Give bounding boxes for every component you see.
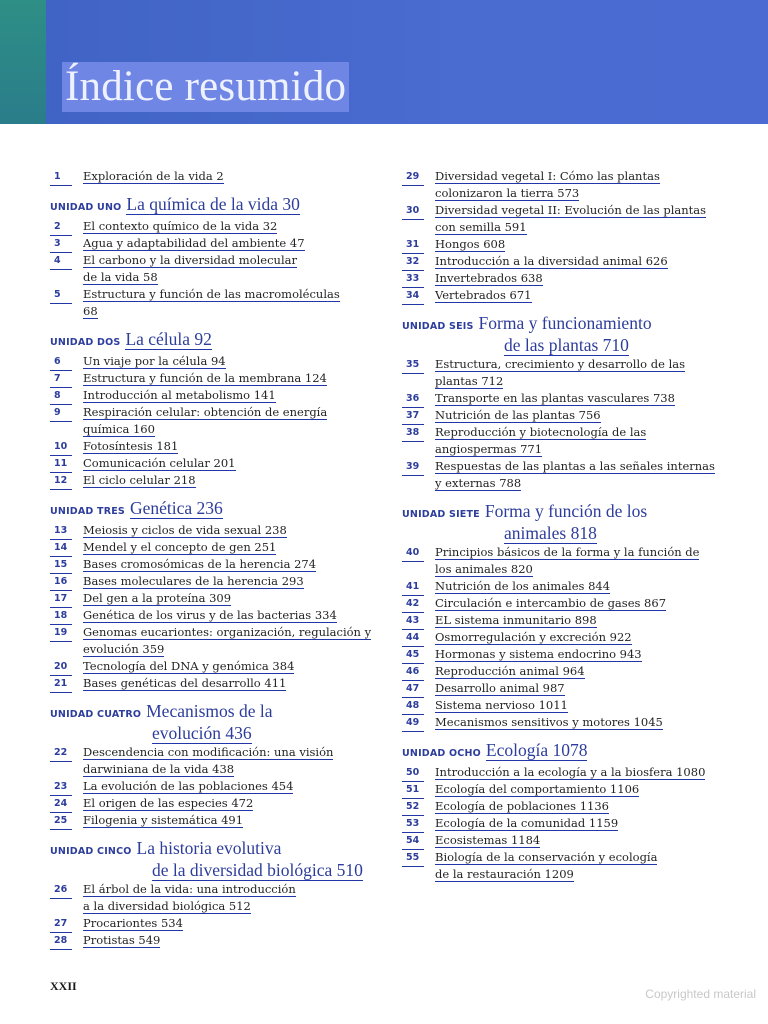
chapter-title[interactable]: Hormonas y sistema endocrino 943 <box>435 647 642 661</box>
chapter-title[interactable]: Bases moleculares de la herencia 293 <box>83 574 304 588</box>
chapter-title-continued[interactable]: los animales 820 <box>435 562 533 576</box>
unit-title[interactable]: La célula 92 <box>125 329 212 349</box>
chapter-title[interactable]: Bases cromosómicas de la herencia 274 <box>83 557 317 571</box>
chapter-number: 19 <box>50 624 72 642</box>
chapter-title[interactable]: Descendencia con modificación: una visión <box>83 745 334 759</box>
chapter-number: 37 <box>402 407 424 425</box>
chapter-title[interactable]: Bases genéticas del desarrollo 411 <box>83 676 287 690</box>
chapter-number: 41 <box>402 578 424 596</box>
unit-title-continued[interactable]: de la diversidad biológica 510 <box>152 860 363 880</box>
chapter-number: 44 <box>402 629 424 647</box>
chapter-title[interactable]: Ecología de poblaciones 1136 <box>435 799 609 813</box>
chapter-title[interactable]: Estructura y función de la membrana 124 <box>83 371 327 385</box>
chapter-title[interactable]: Vertebrados 671 <box>435 288 532 302</box>
toc-entry[interactable] <box>402 236 732 253</box>
toc-entry[interactable] <box>402 629 732 646</box>
chapter-title[interactable]: Biología de la conservación y ecología <box>435 850 658 864</box>
toc-entry[interactable] <box>402 663 732 680</box>
chapter-title[interactable]: Comunicación celular 201 <box>83 456 236 470</box>
unit-label: UNIDAD CUATRO <box>50 709 142 720</box>
unit-label: UNIDAD SIETE <box>402 509 480 520</box>
chapter-number: 40 <box>402 544 424 562</box>
chapter-number: 18 <box>50 607 72 625</box>
unit-heading <box>50 499 380 521</box>
chapter-title[interactable]: Genética de los virus y de las bacterias 334 <box>83 608 337 622</box>
chapter-number: 39 <box>402 458 424 476</box>
toc-entry[interactable] <box>402 356 732 390</box>
unit-label: UNIDAD DOS <box>50 337 121 348</box>
chapter-title[interactable]: Procariontes 534 <box>83 916 183 930</box>
toc-entry[interactable] <box>402 646 732 663</box>
toc-entry[interactable] <box>50 252 380 286</box>
chapter-number: 50 <box>402 764 424 782</box>
chapter-title[interactable]: Ecología del comportamiento 1106 <box>435 782 640 796</box>
chapter-title[interactable]: Principios básicos de la forma y la función de <box>435 545 700 559</box>
toc-entry[interactable] <box>50 235 380 252</box>
chapter-title[interactable]: Fotosíntesis 181 <box>83 439 179 453</box>
chapter-number: 11 <box>50 455 72 473</box>
chapter-title[interactable]: Osmorregulación y excreción 922 <box>435 630 632 644</box>
chapter-title[interactable]: Reproducción animal 964 <box>435 664 585 678</box>
toc-entry[interactable] <box>50 438 380 455</box>
chapter-title[interactable]: Nutrición de los animales 844 <box>435 579 611 593</box>
toc-entry[interactable] <box>402 407 732 424</box>
toc-entry[interactable] <box>50 915 380 932</box>
unit-label: UNIDAD TRES <box>50 506 125 517</box>
chapter-number: 26 <box>50 881 72 899</box>
toc-entry[interactable] <box>402 798 732 815</box>
chapter-title[interactable]: Meiosis y ciclos de vida sexual 238 <box>83 523 287 537</box>
chapter-number: 31 <box>402 236 424 254</box>
chapter-title[interactable]: Diversidad vegetal I: Cómo las plantas <box>435 169 660 183</box>
toc-entry[interactable] <box>50 539 380 556</box>
chapter-title[interactable]: Protistas 549 <box>83 933 161 947</box>
chapter-title-continued[interactable]: 68 <box>83 304 98 318</box>
chapter-title-continued[interactable]: darwiniana de la vida 438 <box>83 762 235 776</box>
chapter-number: 2 <box>50 218 72 236</box>
chapter-title-continued[interactable]: a la diversidad biológica 512 <box>83 899 251 913</box>
chapter-title-continued[interactable]: angiospermas 771 <box>435 442 543 456</box>
chapter-number: 49 <box>402 714 424 732</box>
chapter-number: 23 <box>50 778 72 796</box>
copyright-notice: Copyrighted material <box>645 987 756 1001</box>
unit-label: UNIDAD UNO <box>50 202 122 213</box>
chapter-number: 47 <box>402 680 424 698</box>
chapter-number: 22 <box>50 744 72 762</box>
chapter-title[interactable]: Reproducción y biotecnología de las <box>435 425 647 439</box>
toc-entry[interactable] <box>402 390 732 407</box>
toc-entry[interactable] <box>50 168 380 185</box>
toc-entry[interactable] <box>402 202 732 236</box>
chapter-title[interactable]: Invertebrados 638 <box>435 271 543 285</box>
chapter-number: 3 <box>50 235 72 253</box>
chapter-title[interactable]: Desarrollo animal 987 <box>435 681 565 695</box>
chapter-number: 13 <box>50 522 72 540</box>
chapter-title[interactable]: Tecnología del DNA y genómica 384 <box>83 659 295 673</box>
toc-entry[interactable] <box>50 556 380 573</box>
chapter-number: 33 <box>402 270 424 288</box>
chapter-number: 15 <box>50 556 72 574</box>
chapter-title-continued[interactable]: colonizaron la tierra 573 <box>435 186 580 200</box>
chapter-title[interactable]: Estructura y función de las macromoléculas <box>83 287 340 301</box>
unit-heading <box>402 741 732 763</box>
chapter-title[interactable]: Agua y adaptabilidad del ambiente 47 <box>83 236 305 250</box>
unit-title[interactable]: Mecanismos de la <box>146 701 273 721</box>
toc-entry[interactable] <box>50 573 380 590</box>
header-band <box>0 0 768 124</box>
toc-entry[interactable] <box>50 607 380 624</box>
toc-entry[interactable] <box>50 455 380 472</box>
chapter-number: 42 <box>402 595 424 613</box>
unit-heading <box>50 330 380 352</box>
chapter-number: 43 <box>402 612 424 630</box>
chapter-number: 21 <box>50 675 72 693</box>
chapter-title-continued[interactable]: química 160 <box>83 422 155 436</box>
chapter-number: 52 <box>402 798 424 816</box>
unit-heading <box>402 314 732 355</box>
chapter-title[interactable]: La evolución de las poblaciones 454 <box>83 779 294 793</box>
chapter-number: 51 <box>402 781 424 799</box>
chapter-number: 9 <box>50 404 72 422</box>
chapter-title[interactable]: Respuestas de las plantas a las señales internas <box>435 459 715 473</box>
page-title: Índice resumido <box>62 62 349 112</box>
chapter-number: 24 <box>50 795 72 813</box>
toc-column-right <box>402 168 732 883</box>
toc-entry[interactable] <box>50 795 380 812</box>
chapter-number: 7 <box>50 370 72 388</box>
unit-title[interactable]: Forma y función de los <box>484 501 648 521</box>
toc-entry[interactable] <box>50 778 380 795</box>
chapter-number: 32 <box>402 253 424 271</box>
chapter-title[interactable]: Ecología de la comunidad 1159 <box>435 816 619 830</box>
unit-heading <box>50 839 380 880</box>
toc-entry[interactable] <box>402 764 732 781</box>
unit-title[interactable]: La historia evolutiva <box>136 838 282 858</box>
unit-heading <box>50 702 380 743</box>
toc-entry[interactable] <box>402 595 732 612</box>
toc-entry[interactable] <box>50 744 380 778</box>
toc-column-left <box>50 168 380 949</box>
toc-entry[interactable] <box>402 578 732 595</box>
toc-entry[interactable] <box>50 522 380 539</box>
chapter-number: 30 <box>402 202 424 220</box>
chapter-title-continued[interactable]: plantas 712 <box>435 374 504 388</box>
toc-entry[interactable] <box>402 544 732 578</box>
toc-entry[interactable] <box>50 370 380 387</box>
unit-heading <box>402 502 732 543</box>
chapter-number: 54 <box>402 832 424 850</box>
toc-entry[interactable] <box>50 472 380 489</box>
chapter-number: 48 <box>402 697 424 715</box>
unit-title-continued[interactable]: de las plantas 710 <box>504 335 629 355</box>
chapter-title[interactable]: El carbono y la diversidad molecular <box>83 253 297 267</box>
unit-title[interactable]: La química de la vida 30 <box>126 194 300 214</box>
toc-entry[interactable] <box>402 832 732 849</box>
chapter-title[interactable]: Hongos 608 <box>435 237 506 251</box>
chapter-number: 25 <box>50 812 72 830</box>
chapter-title[interactable]: Sistema nervioso 1011 <box>435 698 568 712</box>
chapter-number: 20 <box>50 658 72 676</box>
toc-entry[interactable] <box>50 404 380 438</box>
chapter-title[interactable]: El árbol de la vida: una introducción <box>83 882 296 896</box>
chapter-number: 4 <box>50 252 72 270</box>
chapter-number: 5 <box>50 286 72 304</box>
toc-entry[interactable] <box>50 932 380 949</box>
chapter-number: 8 <box>50 387 72 405</box>
chapter-title[interactable]: Introducción a la diversidad animal 626 <box>435 254 668 268</box>
unit-label: UNIDAD OCHO <box>402 748 481 759</box>
chapter-title[interactable]: Transporte en las plantas vasculares 738 <box>435 391 675 405</box>
unit-title-continued[interactable]: animales 818 <box>504 523 597 543</box>
chapter-number: 34 <box>402 287 424 305</box>
chapter-title[interactable]: Filogenia y sistemática 491 <box>83 813 244 827</box>
toc-entry[interactable] <box>402 781 732 798</box>
chapter-number: 53 <box>402 815 424 833</box>
chapter-number: 29 <box>402 168 424 186</box>
chapter-title[interactable]: Estructura, crecimiento y desarrollo de las <box>435 357 686 371</box>
unit-title[interactable]: Forma y funcionamiento <box>478 313 652 333</box>
toc-entry[interactable] <box>50 881 380 915</box>
chapter-number: 6 <box>50 353 72 371</box>
toc-entry[interactable] <box>50 658 380 675</box>
chapter-number: 45 <box>402 646 424 664</box>
header-accent-strip <box>0 0 46 124</box>
toc-entry[interactable] <box>402 253 732 270</box>
chapter-number: 12 <box>50 472 72 490</box>
unit-heading <box>50 195 380 217</box>
toc-entry[interactable] <box>50 624 380 658</box>
chapter-title[interactable]: EL sistema inmunitario 898 <box>435 613 597 627</box>
chapter-title-continued[interactable]: con semilla 591 <box>435 220 527 234</box>
chapter-title[interactable]: El origen de las especies 472 <box>83 796 254 810</box>
chapter-title[interactable]: Circulación e intercambio de gases 867 <box>435 596 667 610</box>
chapter-number: 38 <box>402 424 424 442</box>
chapter-number: 1 <box>50 168 72 186</box>
chapter-number: 46 <box>402 663 424 681</box>
toc-entry[interactable] <box>402 815 732 832</box>
chapter-title[interactable]: Ecosistemas 1184 <box>435 833 541 847</box>
unit-title[interactable]: Genética 236 <box>129 498 223 518</box>
toc-entry[interactable] <box>402 424 732 458</box>
toc-entry[interactable] <box>402 458 732 492</box>
page-number: XXII <box>50 979 77 993</box>
chapter-number: 36 <box>402 390 424 408</box>
chapter-title[interactable]: El contexto químico de la vida 32 <box>83 219 278 233</box>
chapter-number: 17 <box>50 590 72 608</box>
unit-label: UNIDAD SEIS <box>402 321 474 332</box>
chapter-title[interactable]: Introducción al metabolismo 141 <box>83 388 276 402</box>
chapter-title-continued[interactable]: de la restauración 1209 <box>435 867 574 881</box>
chapter-title-continued[interactable]: de la vida 58 <box>83 270 158 284</box>
unit-label: UNIDAD CINCO <box>50 846 132 857</box>
chapter-number: 10 <box>50 438 72 456</box>
chapter-number: 16 <box>50 573 72 591</box>
chapter-title-continued[interactable]: y externas 788 <box>435 476 522 490</box>
chapter-number: 14 <box>50 539 72 557</box>
chapter-title[interactable]: Mendel y el concepto de gen 251 <box>83 540 277 554</box>
chapter-title[interactable]: Un viaje por la célula 94 <box>83 354 226 368</box>
chapter-title[interactable]: Respiración celular: obtención de energía <box>83 405 328 419</box>
unit-title[interactable]: Ecología 1078 <box>485 740 588 760</box>
toc-entry[interactable] <box>50 286 380 320</box>
chapter-title[interactable]: Mecanismos sensitivos y motores 1045 <box>435 715 663 729</box>
toc-entry[interactable] <box>402 680 732 697</box>
toc-entry[interactable] <box>402 270 732 287</box>
toc-entry[interactable] <box>402 168 732 202</box>
chapter-title[interactable]: Del gen a la proteína 309 <box>83 591 232 605</box>
chapter-title[interactable]: Genomas eucariontes: organización, regulación y <box>83 625 372 639</box>
toc-entry[interactable] <box>402 849 732 883</box>
toc-entry[interactable] <box>50 387 380 404</box>
chapter-number: 35 <box>402 356 424 374</box>
toc-entry[interactable] <box>50 812 380 829</box>
toc-entry[interactable] <box>402 697 732 714</box>
chapter-title[interactable]: Nutrición de las plantas 756 <box>435 408 601 422</box>
chapter-title[interactable]: Diversidad vegetal II: Evolución de las plantas <box>435 203 707 217</box>
chapter-number: 55 <box>402 849 424 867</box>
toc-entry[interactable] <box>50 218 380 235</box>
chapter-title[interactable]: El ciclo celular 218 <box>83 473 196 487</box>
chapter-number: 28 <box>50 932 72 950</box>
toc-entry[interactable] <box>50 675 380 692</box>
toc-entry[interactable] <box>402 612 732 629</box>
toc-entry[interactable] <box>402 714 732 731</box>
toc-entry[interactable] <box>50 353 380 370</box>
chapter-number: 27 <box>50 915 72 933</box>
chapter-title-continued[interactable]: evolución 359 <box>83 642 165 656</box>
unit-title-continued[interactable]: evolución 436 <box>152 723 252 743</box>
chapter-title[interactable]: Introducción a la ecología y a la biosfera 1080 <box>435 765 706 779</box>
toc-entry[interactable] <box>50 590 380 607</box>
toc-entry[interactable] <box>402 287 732 304</box>
chapter-title[interactable]: Exploración de la vida 2 <box>83 169 224 183</box>
